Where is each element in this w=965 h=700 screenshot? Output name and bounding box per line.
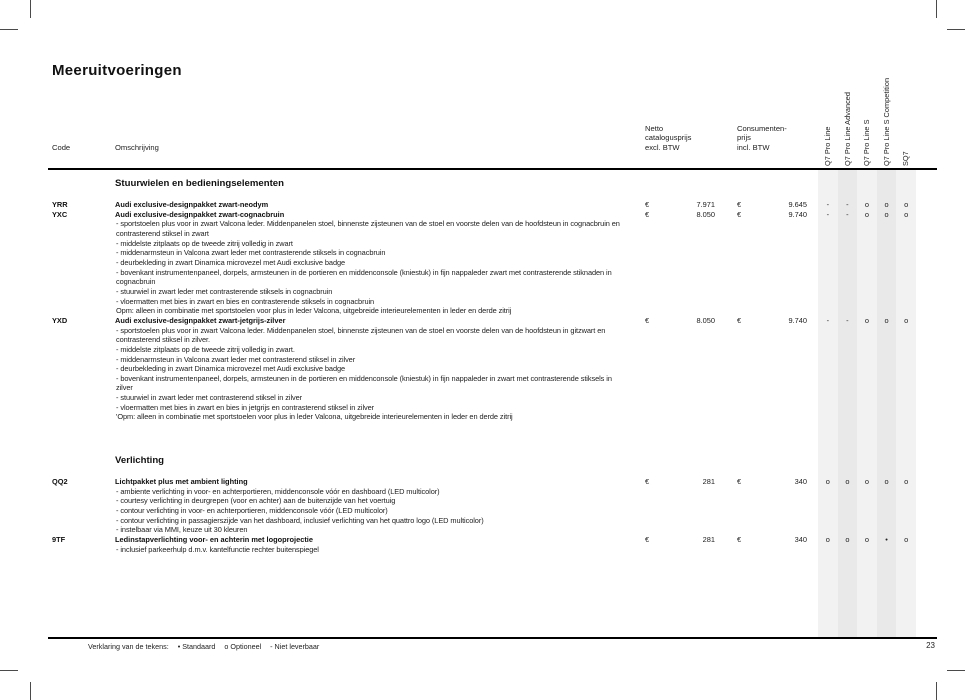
currency-symbol: €	[645, 535, 650, 545]
legend-optional: o Optioneel	[224, 642, 262, 651]
option-code: YXC	[52, 209, 68, 219]
net-price: 281	[702, 535, 715, 545]
section-title-stuurwielen: Stuurwielen en bedieningselementen	[115, 178, 284, 189]
consumer-price: 340	[794, 535, 807, 545]
availability-markers	[818, 535, 916, 548]
detail-line: o	[845, 535, 850, 545]
option-details	[116, 326, 621, 423]
detail-line: o	[825, 535, 830, 545]
detail-line: - sportstoelen plus voor in zwart Valcona leder. Middenpanelen stoel, binnenste zijsteunen van de stoel en voorste delen van de hoofdsteun in cognacbruin en contrasterend stiksel in zwart	[116, 219, 620, 238]
detail-line: o	[884, 477, 889, 487]
legend-not-available: - Niet leverbaar	[270, 642, 320, 651]
detail-line: o	[864, 535, 870, 545]
option-code: 9TF	[52, 535, 66, 545]
table-body	[0, 170, 965, 554]
consumer-price: 340	[794, 477, 807, 487]
option-name: Audi exclusive-designpakket zwart-neodym	[115, 200, 269, 209]
detail-line: -	[846, 200, 849, 209]
option-name: Ledinstapverlichting voor- en achterin met logoprojectie	[115, 535, 313, 545]
detail-line: - ambiente verlichting in voor- en achterportieren, middenconsole vóór en dashboard (LED multicolor)	[116, 486, 440, 496]
footer-rule	[48, 637, 937, 639]
crop-mark	[947, 670, 965, 671]
detail-line: - contour verlichting in passagierszijde van het dashboard, inclusief verlichting van het quattro logo (LED multicolor)	[116, 515, 484, 525]
availability-markers	[818, 477, 916, 490]
page-number: 23	[926, 641, 935, 650]
option-code: YXD	[52, 315, 68, 325]
section-title-verlichting: Verlichting	[115, 455, 165, 467]
detail-line: o	[904, 477, 909, 487]
detail-line: - inclusief parkeerhulp d.m.v. kantelfunctie rechter buitenspiegel	[116, 544, 319, 554]
detail-line: o	[845, 477, 850, 487]
detail-line: - deurbekleding in zwart Dinamica microvezel met Audi exclusive badge	[116, 364, 346, 374]
detail-line: - deurbekleding in zwart Dinamica microvezel met Audi exclusive badge	[116, 257, 346, 267]
price-cells	[0, 535, 965, 545]
option-details	[116, 487, 621, 535]
currency-symbol: €	[737, 315, 742, 325]
price-list-page: Meeruitvoeringen Code Omschrijving Netto catalogusprijs excl. BTW Consumenten- prijs incl. BTW Q7 Pro Line Q7 Pro Line Advanced Q7 Pro Line S Q7 Pro Line S Competition SQ7 Stuurwielen en bedieningselementen YRR Audi exclusive-designpakket zwart-neodym € 7.971 € 9.645 - - o o o YXC Audi exclusive-designpakket zwart-cognacbruin - sportstoelen plus voor in zwart Valcona leder. Middenpanelen stoel, binnenste zijsteunen van de stoel en voorste delen van de hoofdsteun in cognacbruin en contrasterend stiksel in zwart - middelste zitplaats op de tweede zitrij volledig in zwart - middenarmsteun in Valcona zwart leder met contrasterende stiksels in cognacbruin - deurbekleding in zwart Dinamica microvezel met Audi exclusive badge - bovenkant instrumentenpaneel, dorpels, armsteunen in de portieren en middenconsole (kniestuk) in fijn nappaleder zwart met contrasterende stiknaden in cognacbruin - stuurwiel in zwart leder met contrasterende stiksels in cognacbruin - vloermatten met bies in zwart en bies en contrasterende stiksels in cognacbruin Opm: alleen in combinatie met sportstoelen voor plus in leder Valcona, uitgebreide interieurelementen in leder en derde zitrij € 8.050 € 9.740 - - o o o YXD Audi exclusive-designpakket zwart-jetgrijs-zilver - sportstoelen plus voor in zwart Valcona leder. Middenpanelen stoel, binnenste zijsteunen van de stoel en voorste delen van de hoofdsteun in gitzwart en contrasterend stiksel in zilver. - middelste zitplaats op de tweede zitrij volledig in zwart. - middenarmsteun in Valcona zwart leder met contrasterend stiksel in zilver - deurbekleding in zwart Dinamica microvezel met Audi exclusive badge - bovenkant instrumentenpaneel, dorpels, armsteunen in de portieren en middenconsole (kniestuk) in fijn nappaleder in zwart met contrasterende stiksels in zilver - stuurwiel in zwart leder met contrasterend stiksel in zilver - vloermatten met bies in zwart en bies in jetgrijs en contrasterend stiksel in zilver 'Opm: alleen in combinatie met sportstoelen voor plus in leder Valcona, uitgebreide interieurelementen in leder en derde zitrij € 8.050 € 9.740 - - o o o Verlichting QQ2 Lichtpakket plus met ambient lighting - ambiente verlichting in voor- en achterportieren, middenconsole vóór en dashboard (LED multicolor) - courtesy verlichting in deurgrepen (voor en achter) aan de buitenzijde van het voertuig - contour verlichting in voor- en achterportieren, middenconsole vóór (LED multicolor) - contour verlichting in passagierszijde van het dashboard, inclusief verlichting van het quattro logo (LED multicolor) - instelbaar via MMI, keuze uit 30 kleuren € 281 € 340 o o o o o 9TF Ledinstapverlichting voor- en achterin met logoprojectie - inclusief parkeerhulp d.m.v. kantelfunctie rechter buitenspiegel € 281 € 340 o o o • o Verklaring van de tekens: • Standaard o Optioneel - Niet leverbaar 23	[0, 0, 965, 700]
option-code: YRR	[52, 200, 68, 209]
detail-line: - sportstoelen plus voor in zwart Valcona leder. Middenpanelen stoel, binnenste zijsteunen van de stoel en voorste delen van de hoofdsteun in gitzwart en contrasterend stiksel in zilver.	[116, 325, 606, 345]
detail-line: Opm: alleen in combinatie met sportstoelen voor plus in leder Valcona, uitgebreide interieurelementen in leder en derde zitrij	[116, 306, 512, 316]
table-row-yxd	[0, 316, 965, 422]
detail-line: - vloermatten met bies in zwart en bies en contrasterende stiksels in cognacbruin	[116, 296, 375, 306]
detail-line: o	[864, 209, 870, 219]
table-row-9tf	[0, 535, 965, 554]
table-row-qq2	[0, 477, 965, 535]
detail-line: - middenarmsteun in Valcona zwart leder met contrasterende stiksels in cognacbruin	[116, 248, 386, 258]
detail-line: o	[864, 477, 870, 487]
currency-symbol: €	[737, 200, 742, 209]
detail-line: •	[885, 535, 888, 545]
option-code: QQ2	[52, 477, 68, 487]
option-name: Lichtpakket plus met ambient lighting	[115, 477, 248, 487]
net-price: 8.050	[696, 209, 715, 219]
price-cells	[0, 210, 965, 220]
detail-line: - stuurwiel in zwart leder met contrasterende stiksels in cognacbruin	[116, 286, 333, 296]
detail-line: o	[825, 477, 830, 487]
availability-markers	[818, 316, 916, 329]
price-cells	[0, 316, 965, 326]
currency-symbol: €	[737, 535, 742, 545]
option-details	[116, 545, 621, 555]
detail-line: 'Opm: alleen in combinatie met sportstoelen voor plus in leder Valcona, uitgebreide interieurelementen in leder en derde zitrij	[116, 412, 513, 422]
column-header-code: Code	[52, 143, 71, 152]
detail-line: o	[864, 315, 870, 325]
detail-line: o	[884, 200, 889, 209]
crop-mark	[30, 0, 31, 18]
crop-mark	[0, 29, 18, 30]
crop-mark	[0, 670, 18, 671]
currency-symbol: €	[645, 209, 650, 219]
detail-line: -	[846, 315, 849, 325]
availability-markers	[818, 210, 916, 223]
detail-line: o	[904, 535, 909, 545]
currency-symbol: €	[645, 477, 650, 487]
detail-line: -	[826, 200, 830, 209]
crop-mark	[947, 29, 965, 30]
consumer-price: 9.740	[788, 209, 807, 219]
detail-line: o	[884, 315, 889, 325]
detail-line: - middenarmsteun in Valcona zwart leder met contrasterend stiksel in zilver	[116, 354, 356, 364]
detail-line: o	[904, 315, 909, 325]
currency-symbol: €	[645, 315, 650, 325]
table-row-yxc	[0, 210, 965, 316]
currency-symbol: €	[645, 200, 650, 209]
detail-line: -	[826, 315, 830, 325]
net-price: 8.050	[696, 315, 715, 325]
detail-line: - vloermatten met bies in zwart en bies in jetgrijs en contrasterend stiksel in zilver	[116, 402, 375, 412]
detail-line: - bovenkant instrumentenpaneel, dorpels, armsteunen in de portieren en middenconsole (kniestuk) in fijn nappaleder zwart met contrasterende stiknaden in cognacbruin	[116, 267, 612, 287]
crop-mark	[936, 0, 937, 18]
crop-mark	[936, 682, 937, 700]
table-row-yrr	[0, 200, 965, 210]
footer-legend	[88, 642, 328, 651]
legend-standard: • Standaard	[177, 642, 216, 651]
detail-line: - courtesy verlichting in deurgrepen (voor en achter) aan de buitenzijde van het voertuig	[116, 496, 396, 506]
detail-line: -	[826, 209, 830, 219]
option-name: Audi exclusive-designpakket zwart-cognacbruin	[115, 209, 285, 219]
detail-line: - instelbaar via MMI, keuze uit 30 kleuren	[116, 525, 248, 535]
price-cells	[0, 200, 965, 210]
detail-line: - stuurwiel in zwart leder met contrasterend stiksel in zilver	[116, 393, 303, 403]
page-title: Meeruitvoeringen	[52, 62, 182, 79]
currency-symbol: €	[737, 209, 742, 219]
detail-line: - middelste zitplaats op de tweede zitrij volledig in zwart	[116, 238, 293, 248]
detail-line: o	[884, 209, 889, 219]
detail-line: o	[904, 200, 909, 209]
option-name: Audi exclusive-designpakket zwart-jetgrijs-zilver	[115, 315, 286, 325]
option-details	[116, 219, 621, 316]
net-price: 281	[702, 477, 715, 487]
legend-label: Verklaring van de tekens:	[88, 642, 169, 651]
consumer-price: 9.740	[788, 315, 807, 325]
detail-line: o	[864, 200, 870, 209]
column-header-net-price: Netto catalogusprijs excl. BTW	[645, 124, 692, 152]
detail-line: - bovenkant instrumentenpaneel, dorpels, armsteunen in de portieren en middenconsole (kniestuk) in fijn nappaleder in zwart met contrasterende stiksels in zilver	[116, 373, 612, 393]
detail-line: - middelste zitplaats op de tweede zitrij volledig in zwart.	[116, 344, 295, 354]
price-cells	[0, 477, 965, 487]
consumer-price: 9.645	[788, 200, 807, 209]
column-header-description: Omschrijving	[115, 143, 159, 152]
currency-symbol: €	[737, 477, 742, 487]
net-price: 7.971	[696, 200, 715, 209]
detail-line: o	[904, 209, 909, 219]
column-header-consumer-price: Consumenten- prijs incl. BTW	[737, 124, 787, 152]
detail-line: -	[846, 209, 849, 219]
crop-mark	[30, 682, 31, 700]
detail-line: - contour verlichting in voor- en achterportieren, middenconsole vóór (LED multicolor)	[116, 506, 388, 516]
